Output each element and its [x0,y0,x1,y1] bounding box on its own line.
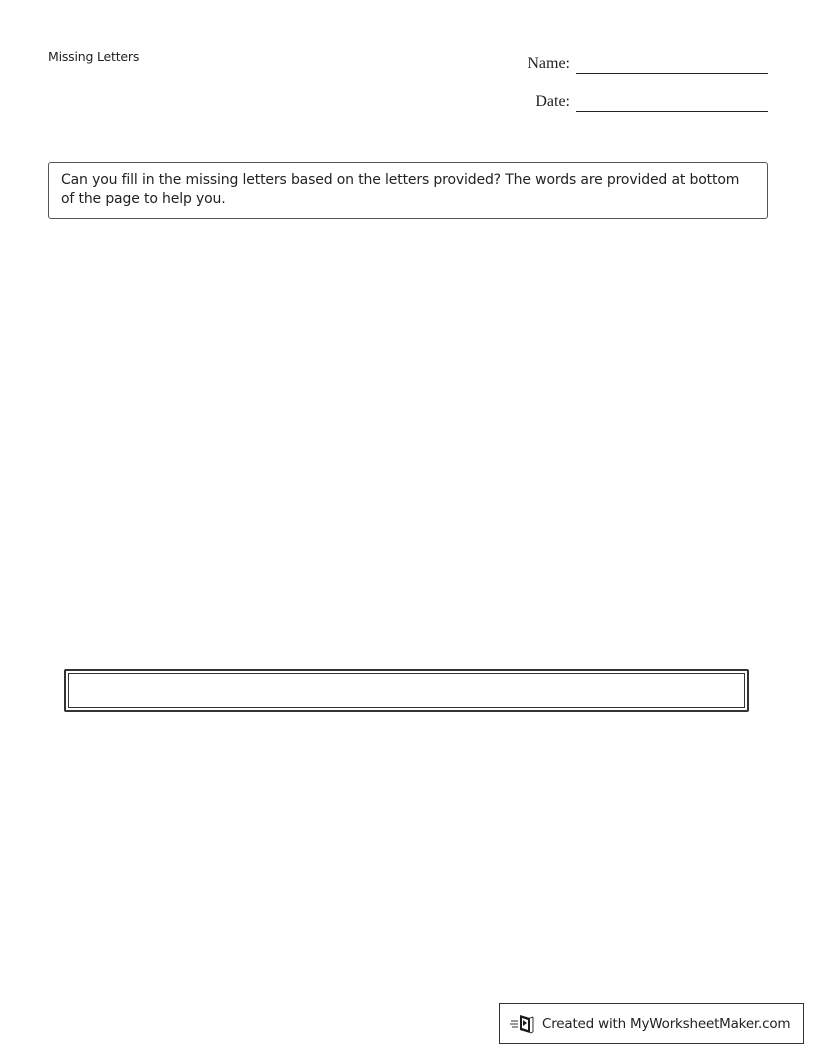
instructions-box [48,162,768,219]
instructions-text: Can you fill in the missing letters based on the letters provided? The words are provided at bottom of the page to help you. [61,172,740,207]
name-label: Name: [527,55,570,72]
worksheet-title: Missing Letters [48,49,140,64]
worksheet-maker-logo-icon [510,1013,536,1035]
word-bank-inner-border [68,673,745,708]
date-field-row [535,89,768,112]
word-bank-box [64,669,749,712]
footer-credit-text: Created with MyWorksheetMaker.com [542,1015,791,1032]
name-line[interactable] [576,51,768,74]
footer-credit-badge [499,1003,804,1044]
name-field-row [527,51,768,74]
date-label: Date: [535,93,570,110]
date-line[interactable] [576,89,768,112]
